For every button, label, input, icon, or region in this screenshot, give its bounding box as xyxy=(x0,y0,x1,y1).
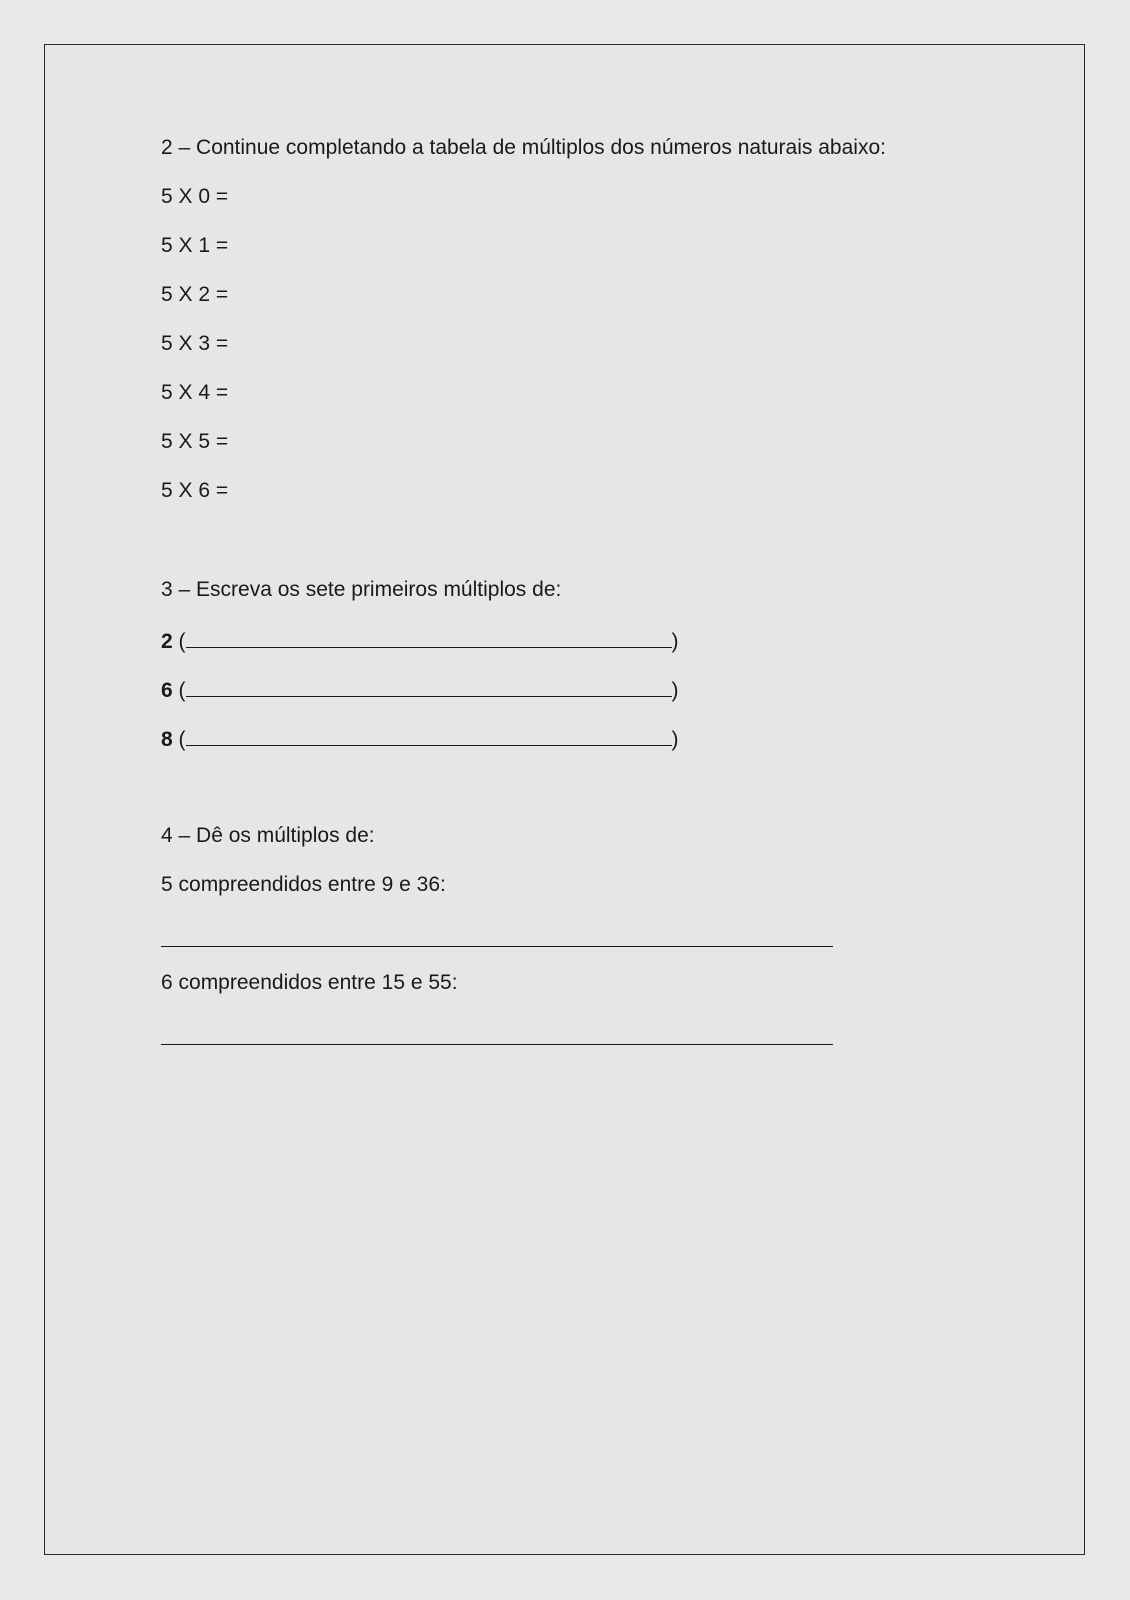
q2-row: 5 X 5 = xyxy=(161,430,229,453)
answer-line[interactable] xyxy=(161,946,833,947)
q3-item-number: 6 xyxy=(161,679,173,702)
answer-blank[interactable] xyxy=(186,726,672,746)
open-paren: ( xyxy=(178,728,186,751)
q3-item-number: 8 xyxy=(161,728,173,751)
q2-row: 5 X 6 = xyxy=(161,479,229,502)
close-paren: ) xyxy=(671,679,679,702)
answer-blank[interactable] xyxy=(186,677,672,697)
q2-title: 2 – Continue completando a tabela de múltiplos dos números naturais abaixo: xyxy=(161,136,886,159)
open-paren: ( xyxy=(178,679,186,702)
worksheet-page xyxy=(44,44,1085,1555)
q3-item xyxy=(161,628,679,654)
q4-prompt: 6 compreendidos entre 15 e 55: xyxy=(161,971,458,994)
q2-row: 5 X 4 = xyxy=(161,381,229,404)
q2-row: 5 X 3 = xyxy=(161,332,229,355)
q3-item xyxy=(161,677,679,703)
q3-item xyxy=(161,726,679,752)
answer-line[interactable] xyxy=(161,1044,833,1045)
q4-prompt: 5 compreendidos entre 9 e 36: xyxy=(161,873,446,896)
q2-row: 5 X 1 = xyxy=(161,234,229,257)
close-paren: ) xyxy=(671,630,679,653)
q2-row: 5 X 2 = xyxy=(161,283,229,306)
q2-row: 5 X 0 = xyxy=(161,185,229,208)
q4-title: 4 – Dê os múltiplos de: xyxy=(161,824,375,847)
answer-blank[interactable] xyxy=(186,628,672,648)
q3-title: 3 – Escreva os sete primeiros múltiplos de: xyxy=(161,578,562,601)
open-paren: ( xyxy=(178,630,186,653)
q3-item-number: 2 xyxy=(161,630,173,653)
close-paren: ) xyxy=(671,728,679,751)
